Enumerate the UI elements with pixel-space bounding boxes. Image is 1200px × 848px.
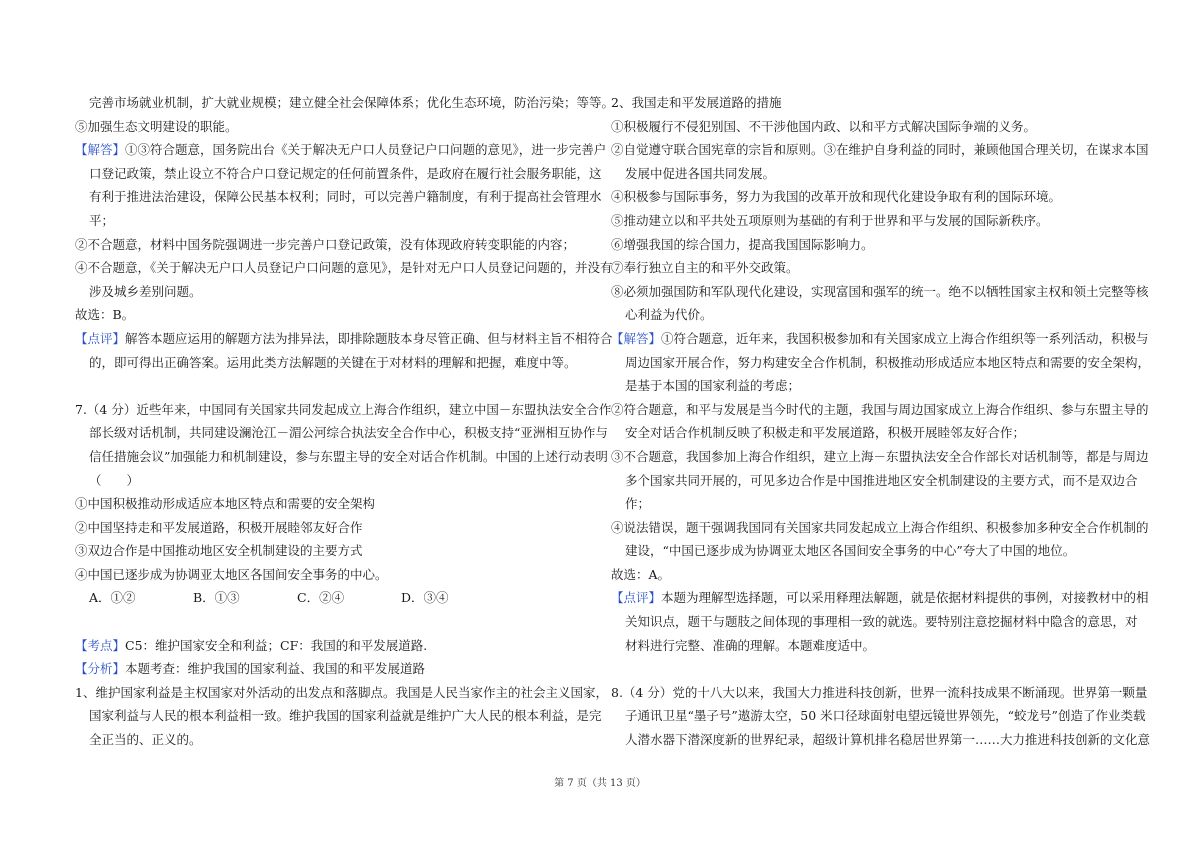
question-7-stem: 7.（4 分）近些年来，中国同有关国家共同发起成立上海合作组织，建立中国－东盟执法安全合作 xyxy=(75,401,612,417)
text-line: 1、维护国家利益是主权国家对外活动的出发点和落脚点。我国是人民当家作主的社会主义国家， xyxy=(75,684,608,700)
text-line: 多个国家共同开展的，可见多边合作是中国推进地区安全机制建设的主要方式，而不是双边合 xyxy=(625,472,1138,488)
option-b: B．①③ xyxy=(193,590,240,606)
text-line: 有利于推进法治建设，保障公民基本权利；同时，可以完善户籍制度，有利于提高社会管理水 xyxy=(89,189,602,205)
text-line: ④积极参与国际事务，努力为我国的改革开放和现代化建设争取有利的国际环境。 xyxy=(611,189,1062,205)
text-line: 平； xyxy=(89,212,115,228)
text-line: ⑥增强我国的综合国力，提高我国国际影响力。 xyxy=(611,236,874,252)
statement-2: ②中国坚持走和平发展道路，积极开展睦邻友好合作 xyxy=(75,519,363,535)
text-line: 信任措施会议”加强能力和机制建设，参与东盟主导的安全对话合作机制。中国的上述行动表明 xyxy=(89,448,608,464)
left-column xyxy=(75,91,615,752)
text-line: 作； xyxy=(625,496,651,512)
text-line: 全正当的、正义的。 xyxy=(89,732,202,748)
text-line: 本题为理解型选择题，可以采用释理法解题，就是依据材料提供的事例，对接教材中的相 xyxy=(661,590,1149,606)
option-a: A．①② xyxy=(89,590,136,606)
text-line: ①符合题意，近年来，我国积极参加和有关国家成立上海合作组织等一系列活动，积极与 xyxy=(661,330,1149,346)
text-line: 关知识点，题干与题肢之间体现的事理相一致的就选。要特别注意挖掘材料中隐含的意思，对 xyxy=(625,614,1138,630)
text-line: 解答本题应运用的解题方法为排异法，即排除题肢本身尽管正确、但与材料主旨不相符合 xyxy=(125,330,613,346)
text-line: 发展中促进各国共同发展。 xyxy=(625,165,776,181)
text-line: ④不合题意，《关于解决无户口人员登记户口问题的意见》，是针对无户口人员登记问题的，并没有 xyxy=(75,260,613,276)
text-line: 本题考查：维护我国的国家利益、我国的和平发展道路 xyxy=(125,661,426,677)
text-line: ④说法错误，题干强调我国同有关国家共同发起成立上海合作组织、积极参加多种安全合作机制的 xyxy=(611,519,1149,535)
text-line: 建设，“中国已逐步成为协调亚太地区各国间安全事务的中心”夸大了中国的地位。 xyxy=(625,543,1076,559)
statement-4: ④中国已逐步成为协调亚太地区各国间安全事务的中心。 xyxy=(75,566,388,582)
page-footer: 第 7 页（共 13 页） xyxy=(554,778,646,789)
text-line: 安全对话合作机制反映了积极走和平发展道路，积极开展睦邻友好合作； xyxy=(625,425,1026,441)
analysis-tag: 【分析】 xyxy=(75,661,126,677)
text-line: 故选：B。 xyxy=(75,307,135,323)
text-line: C5：维护国家安全和利益；CF：我国的和平发展道路. xyxy=(125,637,428,653)
text-line: ⑤推动建立以和平共处五项原则为基础的有利于世界和平与发展的国际新秩序。 xyxy=(611,212,1049,228)
answer-blank: （ ） xyxy=(89,472,140,488)
comment-tag: 【点评】 xyxy=(611,590,662,606)
question-8-stem: 8.（4 分）党的十八大以来，我国大力推进科技创新，世界一流科技成果不断涌现。世界第一颗量 xyxy=(611,684,1148,700)
text-line: ⑧必须加强国防和军队现代化建设，实现富国和强军的统一。绝不以牺牲国家主权和领土完整等核 xyxy=(611,283,1149,299)
comment-tag: 【点评】 xyxy=(75,330,126,346)
text-line: ②符合题意，和平与发展是当今时代的主题，我国与周边国家成立上海合作组织、参与东盟主导的 xyxy=(611,401,1149,417)
text-line: ⑤加强生态文明建设的职能。 xyxy=(75,118,238,134)
text-line: ②不合题意，材料中国务院强调进一步完善户口登记政策，没有体现政府转变职能的内容； xyxy=(75,236,576,252)
answer-tag: 【解答】 xyxy=(611,330,662,346)
statement-3: ③双边合作是中国推动地区安全机制建设的主要方式 xyxy=(75,543,363,559)
option-c: C．②④ xyxy=(297,590,345,606)
text-line: ⑦奉行独立自主的和平外交政策。 xyxy=(611,260,799,276)
text-line: 故选：A。 xyxy=(611,566,671,582)
text-line: ①积极履行不侵犯别国、不干涉他国内政、以和平方式解决国际争端的义务。 xyxy=(611,118,1037,134)
text-line: 涉及城乡差别问题。 xyxy=(89,283,202,299)
text-line: 材料进行完整、准确的理解。本题难度适中。 xyxy=(625,637,876,653)
text-line: 子通讯卫星“墨子号”遨游太空，50 米口径球面射电望远镜世界领先，“蛟龙号”创造了作业类载 xyxy=(625,708,1146,724)
text-line: 2、我国走和平发展道路的措施 xyxy=(611,95,782,110)
option-d: D．③④ xyxy=(401,590,449,606)
text-line: ②自觉遵守联合国宪章的宗旨和原则。③在维护自身利益的同时，兼顾他国合理关切，在谋求本国 xyxy=(611,142,1149,158)
text-line: ①③符合题意，国务院出台《关于解决无户口人员登记户口问题的意见》，进一步完善户 xyxy=(125,142,607,158)
right-column xyxy=(611,91,1151,752)
text-line: 是基于本国的国家利益的考虑； xyxy=(625,378,801,394)
statement-1: ①中国积极推动形成适应本地区特点和需要的安全架构 xyxy=(75,496,376,512)
test-point-tag: 【考点】 xyxy=(75,637,126,653)
answer-options xyxy=(75,586,575,610)
text-line: 的，即可得出正确答案。运用此类方法解题的关键在于对材料的理解和把握，难度中等。 xyxy=(89,354,577,370)
text-line: ③不合题意，我国参加上海合作组织，建立上海－东盟执法安全合作部长对话机制等，都是与周边 xyxy=(611,448,1149,464)
answer-tag: 【解答】 xyxy=(75,142,126,158)
text-line: 口登记政策，禁止设立不符合户口登记规定的任何前置条件，是政府在履行社会服务职能，这 xyxy=(89,165,602,181)
text-line: 完善市场就业机制，扩大就业规模；建立健全社会保障体系；优化生态环境，防治污染；等等。 xyxy=(89,95,615,110)
text-line: 周边国家开展合作，努力构建安全合作机制，积极推动形成适应本地区特点和需要的安全架构， xyxy=(625,354,1151,370)
text-line: 心利益为代价。 xyxy=(625,307,713,323)
text-line: 人潜水器下潜深度新的世界纪录，超级计算机排名稳居世界第一……大力推进科技创新的文化意 xyxy=(625,732,1151,748)
text-line: 部长级对话机制，共同建设澜沧江－湄公河综合执法安全合作中心，积极支持“亚洲相互协作与 xyxy=(89,425,608,441)
text-line: 国家利益与人民的根本利益相一致。维护我国的国家利益就是维护广大人民的根本利益，是完 xyxy=(89,708,602,724)
